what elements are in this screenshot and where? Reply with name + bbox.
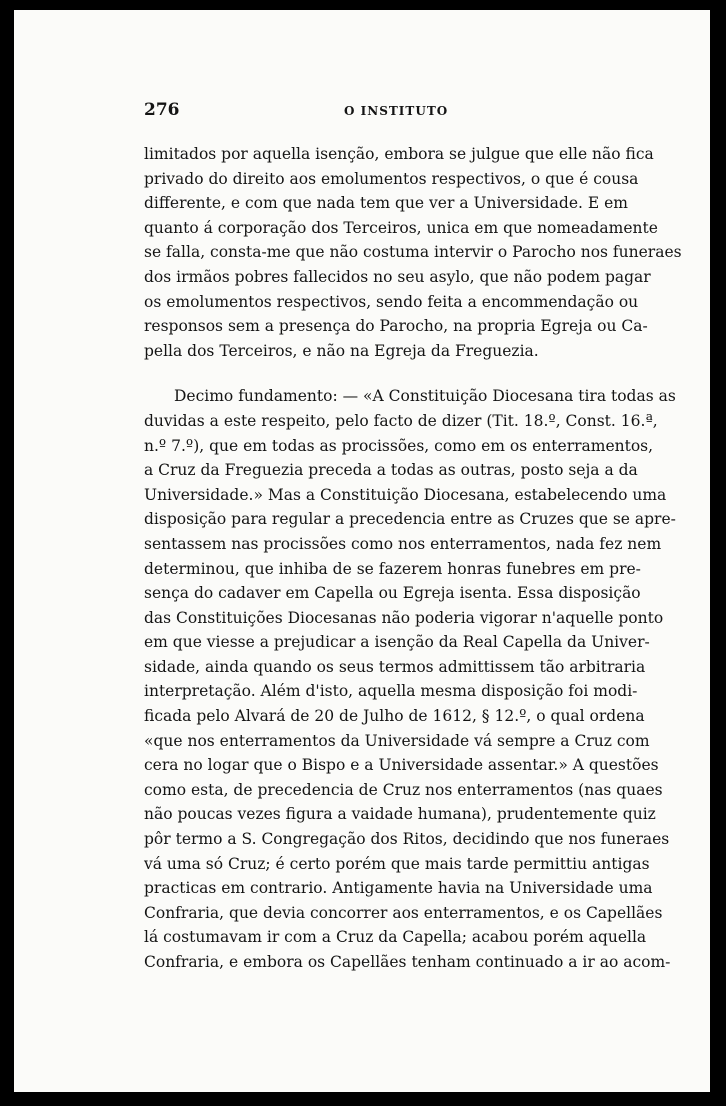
text-line: lá costumavam ir com a Cruz da Capella; acabou porém aquella [144,928,647,947]
text-line: disposição para regular a precedencia entre as Cruzes que se apre- [144,510,676,529]
text-line: quanto á corporação dos Terceiros, unica em que nomeadamente [144,218,658,237]
text-line: responsos sem a presença do Parocho, na propria Egreja ou Ca- [144,317,648,336]
text-line: differente, e com que nada tem que ver a Universidade. E em [144,194,628,213]
paragraph-1 [144,142,682,363]
text-line: não poucas vezes figura a vaidade humana), prudentemente quiz [144,805,656,824]
running-title: O INSTITUTO [344,104,449,118]
text-line: interpretação. Além d'isto, aquella mesma disposição foi modi- [144,682,638,701]
text-line: Confraria, que devia concorrer aos enterramentos, e os Capellães [144,903,663,922]
text-line: os emolumentos respectivos, sendo feita a encommendação ou [144,292,639,311]
body-text [144,142,682,975]
text-line: pôr termo a S. Congregação dos Ritos, decidindo que nos funeraes [144,830,670,849]
text-line: ficada pelo Alvará de 20 de Julho de 1612, § 12.º, o qual ordena [144,707,645,726]
text-line: Universidade.» Mas a Constituição Diocesana, estabelecendo uma [144,485,667,504]
page-header [144,100,644,124]
text-line: em que viesse a prejudicar a isenção da Real Capella da Univer- [144,633,650,652]
text-line: dos irmãos pobres fallecidos no seu asylo, que não podem pagar [144,267,651,286]
paragraph-2 [144,384,676,974]
text-line: n.º 7.º), que em todas as procissões, como em os enterramentos, [144,436,654,455]
paragraph-gap [144,363,628,384]
text-line: limitados por aquella isenção, embora se julgue que elle não fica [144,145,654,163]
text-line: determinou, que inhiba de se fazerem honras funebres em pre- [144,559,641,578]
text-line: vá uma só Cruz; é certo porém que mais tarde permittiu antigas [144,854,650,873]
text-line: como esta, de precedencia de Cruz nos enterramentos (nas quaes [144,780,663,799]
text-line: Decimo fundamento: — «A Constituição Diocesana tira todas as [174,387,676,406]
text-line: sidade, ainda quando os seus termos admittissem tão arbitraria [144,657,646,676]
book-page [14,10,710,1092]
text-line: Confraria, e embora os Capellães tenham continuado a ir ao acom- [144,953,671,971]
text-line: pella dos Terceiros, e não na Egreja da Freguezia. [144,341,539,360]
page-number: 276 [144,100,180,120]
text-line: sença do cadaver em Capella ou Egreja isenta. Essa disposição [144,584,641,603]
text-line: das Constituições Diocesanas não poderia vigorar n'aquelle ponto [144,608,664,627]
text-line: cera no logar que o Bispo e a Universidade assentar.» A questões [144,756,659,775]
text-line: duvidas a este respeito, pelo facto de dizer (Tit. 18.º, Const. 16.ª, [144,411,658,430]
text-line: practicas em contrario. Antigamente havia na Universidade uma [144,879,653,898]
text-line: privado do direito aos emolumentos respectivos, o que é cousa [144,169,639,188]
text-line: a Cruz da Freguezia preceda a todas as outras, posto seja a da [144,461,638,480]
text-line: se falla, consta-me que não costuma intervir o Parocho nos funeraes [144,243,682,262]
text-line: «que nos enterramentos da Universidade vá sempre a Cruz com [144,731,650,750]
text-line: sentassem nas procissões como nos enterramentos, nada fez nem [144,534,662,553]
